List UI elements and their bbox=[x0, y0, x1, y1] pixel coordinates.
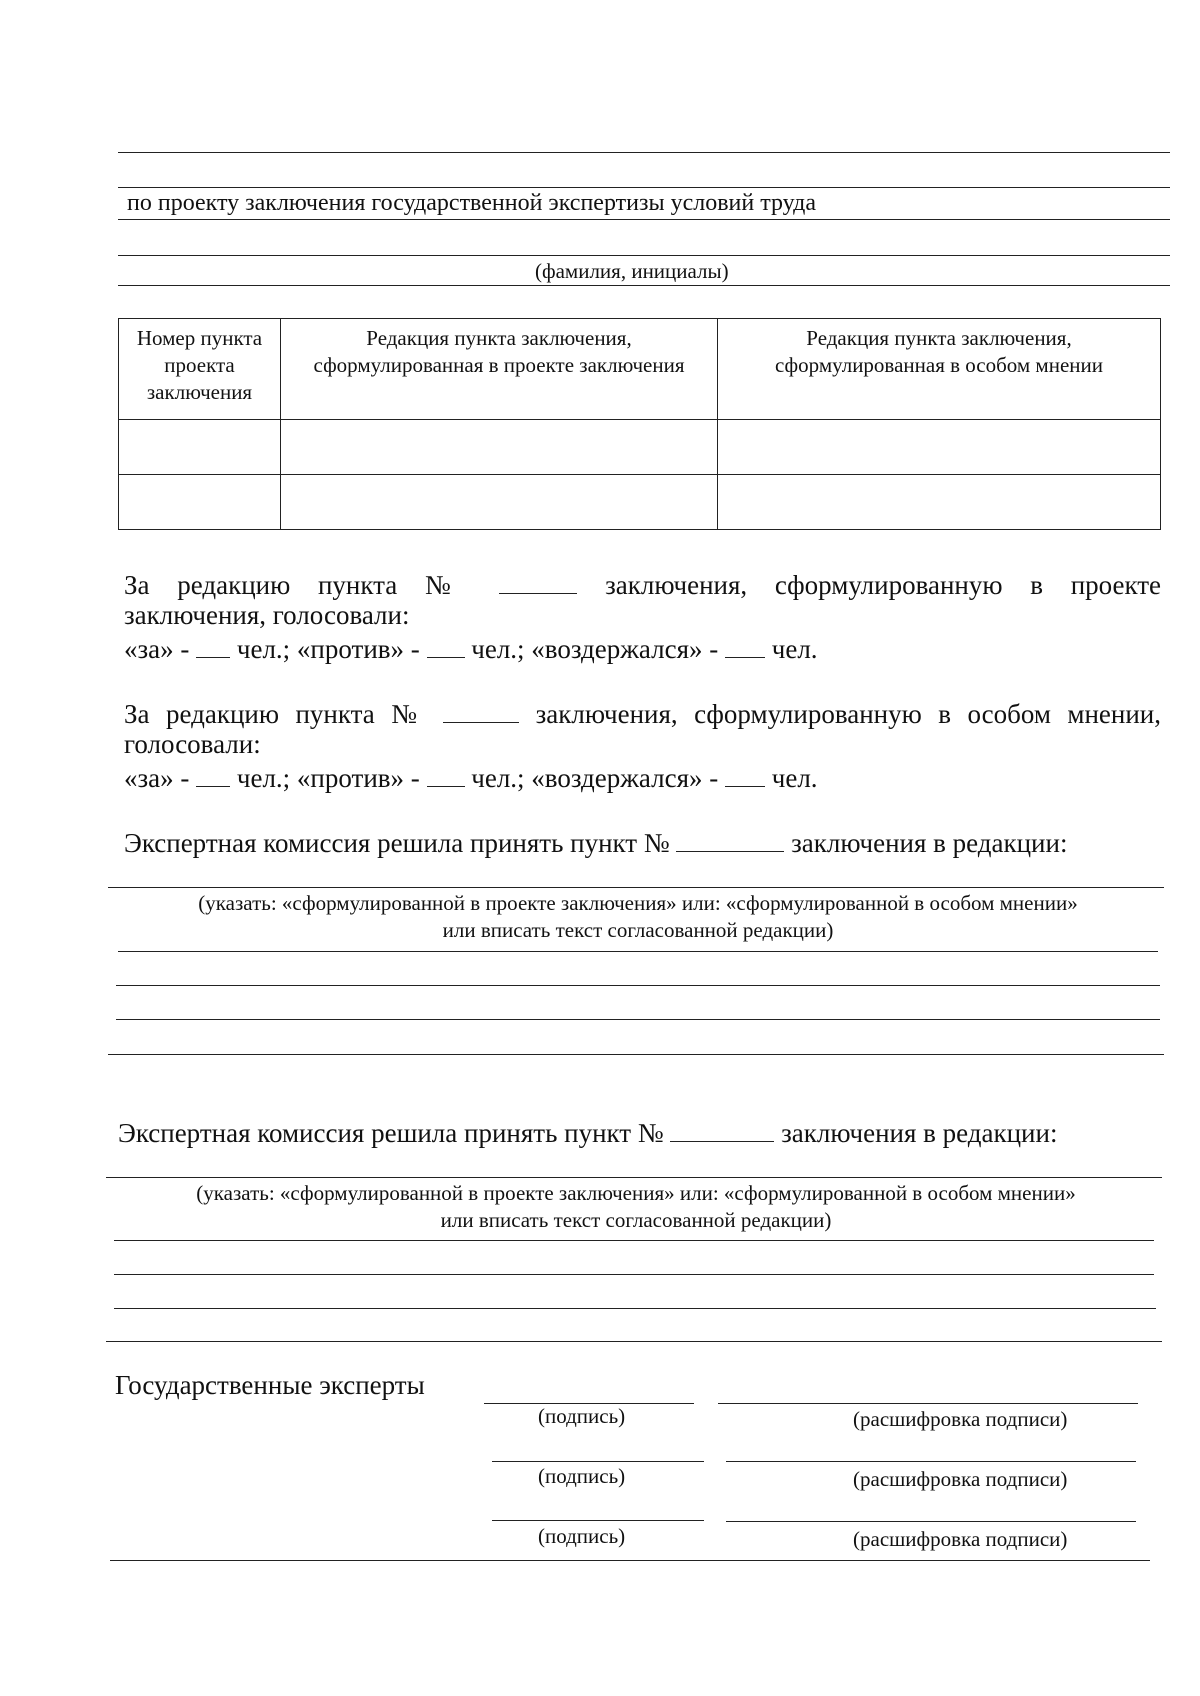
decision1-item-number-field[interactable] bbox=[676, 829, 784, 852]
comparison-table bbox=[118, 318, 1161, 530]
vote1-text-start: За редакцию пункта № bbox=[124, 570, 472, 600]
vote2-text-end: заключения, сформулированную в особом мнении, bbox=[535, 699, 1161, 729]
signature-decode-field-3[interactable] bbox=[726, 1521, 1136, 1522]
tally-against-label: чел.; «против» - bbox=[236, 634, 420, 664]
document-subject: по проекту заключения государственной экспертизы условий труда bbox=[127, 190, 817, 216]
signature-field-3[interactable] bbox=[492, 1520, 704, 1521]
vote2-item-number-field[interactable] bbox=[443, 700, 519, 723]
tally-abstain-label: чел.; «воздержался» - bbox=[471, 763, 719, 793]
vote1-abstain-count-field[interactable] bbox=[725, 635, 765, 658]
decision1-hint-line2: или вписать текст согласованной редакции) bbox=[442, 918, 834, 942]
decode-caption-1: (расшифровка подписи) bbox=[853, 1407, 1068, 1431]
table-cell[interactable] bbox=[718, 475, 1161, 530]
decision1-text-end: заключения в редакции: bbox=[791, 828, 1068, 858]
decision1-hint bbox=[118, 890, 1158, 944]
decision2-text-end: заключения в редакции: bbox=[781, 1118, 1058, 1148]
decision2-text-start: Экспертная комиссия решила принять пункт № bbox=[118, 1118, 664, 1148]
signature-decode-field-1[interactable] bbox=[718, 1403, 1138, 1404]
vote2-against-count-field[interactable] bbox=[427, 764, 465, 787]
decision2-text-line-4[interactable] bbox=[106, 1341, 1162, 1342]
decision2-text-line-0[interactable] bbox=[106, 1177, 1162, 1178]
decision1-text-line-2[interactable] bbox=[116, 985, 1160, 986]
table-row bbox=[119, 420, 1161, 475]
vote1-line2: заключения, голосовали: bbox=[124, 600, 410, 630]
tally-abstain-label: чел.; «воздержался» - bbox=[471, 634, 719, 664]
col-header-item-number: Номер пункта проекта заключения bbox=[119, 319, 281, 420]
subject-line bbox=[118, 219, 1170, 220]
experts-label: Государственные эксперты bbox=[115, 1370, 425, 1400]
decision2-item-number-field[interactable] bbox=[670, 1119, 774, 1142]
vote2-line2: голосовали: bbox=[124, 729, 261, 759]
header-line-3 bbox=[118, 255, 1170, 256]
signature-caption-3: (подпись) bbox=[538, 1524, 626, 1548]
vote1-tally bbox=[124, 634, 818, 665]
vote2-text-start: За редакцию пункта № bbox=[124, 699, 427, 729]
decision2-text-line-2[interactable] bbox=[114, 1274, 1154, 1275]
tally-for-label: «за» - bbox=[124, 634, 190, 664]
col-header-dissent-wording: Редакция пункта заключения, сформулированная в особом мнении bbox=[718, 319, 1161, 420]
decision2-hint-line2: или вписать текст согласованной редакции) bbox=[440, 1208, 832, 1232]
decision1-text-start: Экспертная комиссия решила принять пункт № bbox=[124, 828, 670, 858]
decision1-hint-line1: (указать: «сформулированной в проекте заключения» или: «сформулированной в особом мнении» bbox=[198, 891, 1078, 915]
table-cell[interactable] bbox=[718, 420, 1161, 475]
decision1-line bbox=[124, 828, 1067, 859]
table-cell[interactable] bbox=[281, 420, 718, 475]
decision2-text-line-1[interactable] bbox=[114, 1240, 1154, 1241]
vote2-line1 bbox=[124, 699, 1161, 730]
bottom-line bbox=[110, 1560, 1150, 1561]
table-header-row bbox=[119, 319, 1161, 420]
table-cell[interactable] bbox=[119, 475, 281, 530]
vote2-abstain-count-field[interactable] bbox=[725, 764, 765, 787]
vote1-text-end: заключения, сформулированную в проекте bbox=[605, 570, 1161, 600]
vote1-for-count-field[interactable] bbox=[196, 635, 230, 658]
signature-caption-1: (подпись) bbox=[538, 1404, 626, 1428]
signature-caption-2: (подпись) bbox=[538, 1464, 626, 1488]
signature-field-2[interactable] bbox=[492, 1461, 704, 1462]
decision1-text-line-0[interactable] bbox=[108, 887, 1164, 888]
vote2-for-count-field[interactable] bbox=[196, 764, 230, 787]
col-header-draft-wording: Редакция пункта заключения, сформулированная в проекте заключения bbox=[281, 319, 718, 420]
tally-people-label: чел. bbox=[771, 763, 818, 793]
signature-decode-field-2[interactable] bbox=[726, 1461, 1136, 1462]
vote1-line1 bbox=[124, 570, 1161, 601]
vote1-item-number-field[interactable] bbox=[499, 571, 577, 594]
decision2-line bbox=[118, 1118, 1057, 1149]
header-line-1 bbox=[118, 152, 1170, 153]
name-line bbox=[118, 285, 1170, 286]
table-cell[interactable] bbox=[281, 475, 718, 530]
tally-for-label: «за» - bbox=[124, 763, 190, 793]
decision1-text-line-1[interactable] bbox=[118, 951, 1158, 952]
header-line-2 bbox=[118, 187, 1170, 188]
decision1-text-line-4[interactable] bbox=[108, 1054, 1164, 1055]
vote1-against-count-field[interactable] bbox=[427, 635, 465, 658]
name-caption: (фамилия, инициалы) bbox=[535, 259, 729, 283]
decision2-hint-line1: (указать: «сформулированной в проекте заключения» или: «сформулированной в особом мнении» bbox=[196, 1181, 1076, 1205]
decision1-text-line-3[interactable] bbox=[116, 1019, 1160, 1020]
table-cell[interactable] bbox=[119, 420, 281, 475]
decode-caption-2: (расшифровка подписи) bbox=[853, 1467, 1068, 1491]
decode-caption-3: (расшифровка подписи) bbox=[853, 1527, 1068, 1551]
tally-against-label: чел.; «против» - bbox=[236, 763, 420, 793]
table-row bbox=[119, 475, 1161, 530]
decision2-hint bbox=[116, 1180, 1156, 1234]
decision2-text-line-3[interactable] bbox=[114, 1308, 1156, 1309]
tally-people-label: чел. bbox=[771, 634, 818, 664]
vote2-tally bbox=[124, 763, 818, 794]
